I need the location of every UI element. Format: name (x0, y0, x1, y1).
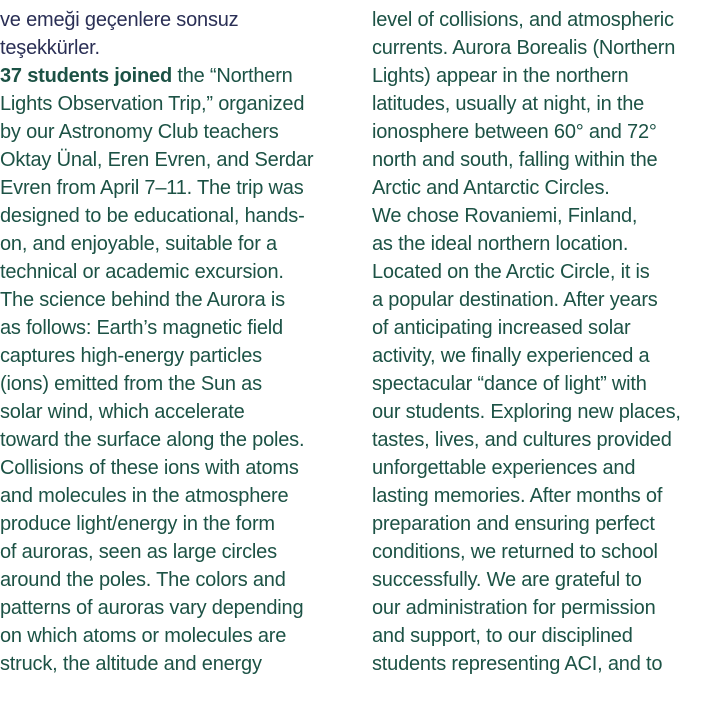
lead-rest-text: the “Northern (172, 65, 293, 87)
text-line: as the ideal northern location. (372, 233, 629, 255)
text-line: as follows: Earth’s magnetic field (0, 317, 283, 339)
text-line: spectacular “dance of light” with (372, 373, 647, 395)
text-line: and support, to our disciplined (372, 625, 633, 647)
right-body-text (372, 6, 719, 678)
text-line: on, and enjoyable, suitable for a (0, 233, 277, 255)
text-line: our administration for permission (372, 597, 656, 619)
intro-line: ve emeği geçenlere sonsuz (0, 9, 239, 31)
text-line: ionosphere between 60° and 72° (372, 121, 657, 143)
text-line: Arctic and Antarctic Circles. (372, 177, 610, 199)
intro-line: teşekkürler. (0, 37, 100, 59)
text-line: captures high-energy particles (0, 345, 262, 367)
text-line: a popular destination. After years (372, 289, 658, 311)
text-line: activity, we finally experienced a (372, 345, 650, 367)
text-line: unforgettable experiences and (372, 457, 636, 479)
text-line: technical or academic excursion. (0, 261, 284, 283)
text-line: currents. Aurora Borealis (Northern (372, 37, 676, 59)
text-line: solar wind, which accelerate (0, 401, 245, 423)
text-line: level of collisions, and atmospheric (372, 9, 674, 31)
left-column (0, 6, 350, 678)
text-line: The science behind the Aurora is (0, 289, 285, 311)
text-line: by our Astronomy Club teachers (0, 121, 279, 143)
lead-line (0, 62, 350, 90)
text-line: (ions) emitted from the Sun as (0, 373, 262, 395)
text-line: on which atoms or molecules are (0, 625, 287, 647)
text-line: successfully. We are grateful to (372, 569, 642, 591)
lead-bold-text: 37 students joined (0, 65, 172, 87)
right-column (372, 6, 719, 678)
text-line: Located on the Arctic Circle, it is (372, 261, 650, 283)
text-line: latitudes, usually at night, in the (372, 93, 645, 115)
text-line: preparation and ensuring perfect (372, 513, 655, 535)
text-line: of anticipating increased solar (372, 317, 631, 339)
text-line: students representing ACI, and to (372, 653, 663, 675)
left-body-text (0, 90, 350, 678)
text-line: north and south, falling within the (372, 149, 658, 171)
text-line: struck, the altitude and energy (0, 653, 262, 675)
text-line: Lights) appear in the northern (372, 65, 629, 87)
text-line: our students. Exploring new places, (372, 401, 681, 423)
text-line: of auroras, seen as large circles (0, 541, 277, 563)
text-line: toward the surface along the poles. (0, 429, 305, 451)
text-line: produce light/energy in the form (0, 513, 275, 535)
text-line: Collisions of these ions with atoms (0, 457, 299, 479)
text-line: tastes, lives, and cultures provided (372, 429, 672, 451)
text-line: lasting memories. After months of (372, 485, 663, 507)
text-line: We chose Rovaniemi, Finland, (372, 205, 638, 227)
text-line: Oktay Ünal, Eren Evren, and Serdar (0, 149, 314, 171)
text-line: patterns of auroras vary depending (0, 597, 304, 619)
text-line: designed to be educational, hands- (0, 205, 305, 227)
text-line: Evren from April 7–11. The trip was (0, 177, 304, 199)
text-line: around the poles. The colors and (0, 569, 286, 591)
text-line: Lights Observation Trip,” organized (0, 93, 305, 115)
text-line: and molecules in the atmosphere (0, 485, 289, 507)
text-line: conditions, we returned to school (372, 541, 658, 563)
